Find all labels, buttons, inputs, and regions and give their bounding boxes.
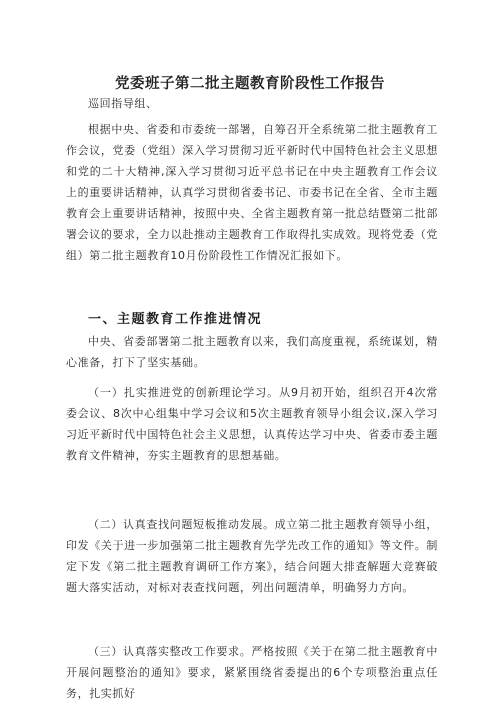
subsection-paragraph-3: （三）认真落实整改工作要求。严格按照《关于在第二批主题教育中开展问题整治的通知》要求，紧紧围绕省委提出的6个专项整治重点任务，扎实抓好	[66, 645, 438, 700]
document-title: 党委班子第二批主题教育阶段性工作报告	[115, 76, 385, 92]
intro-paragraph: 根据中央、省委和市委统一部署，自筹召开全系统第二批主题教育工作会议，党委（党组）深入学习贯彻习近平新时代中国特色社会主义思想和党的二十大精神,深入学习贯彻习近平总书记在中央主题教育工作会议上的重要讲话精神，认真学习贯彻省委书记、市委书记在全省、全市主题教育会上重要讲话精神，按照中央、全省主题教育第一批总结暨第二批部署会议的要求，全力以赴推动主题教育工作取得扎实成效。现将党委（党组）第二批主题教育10月份阶段性工作情况汇报如下。	[66, 123, 438, 262]
section-heading: 一、主题教育工作推进情况	[88, 312, 263, 327]
subsection-paragraph-2: （二）认真查找问题短板推动发展。成立第二批主题教育领导小组，印发《关于进一步加强第二批主题教育先学先改工作的通知》等文件。制定下发《第二批主题教育调研工作方案》，结合问题大排查解题大竞赛破题大落实活动，对标对表查找问题，列出问题清单，明确努力方向。	[66, 518, 438, 594]
addressee-line: 巡回指导组、	[88, 97, 158, 110]
section-lead-paragraph: 中央、省委部署第二批主题教育以来，我们高度重视，系统谋划，精心准备，打下了坚实基础。	[66, 335, 438, 369]
subsection-paragraph-1: （一）扎实推进党的创新理论学习。从9月初开始，组织召开4次常委会议、8次中心组集中学习会议和5次主题教育领导小组会议,深入学习习近平新时代中国特色社会主义思想，认真传达学习中央、省委市委主题教育文件精神，夯实主题教育的思想基础。	[66, 386, 438, 462]
